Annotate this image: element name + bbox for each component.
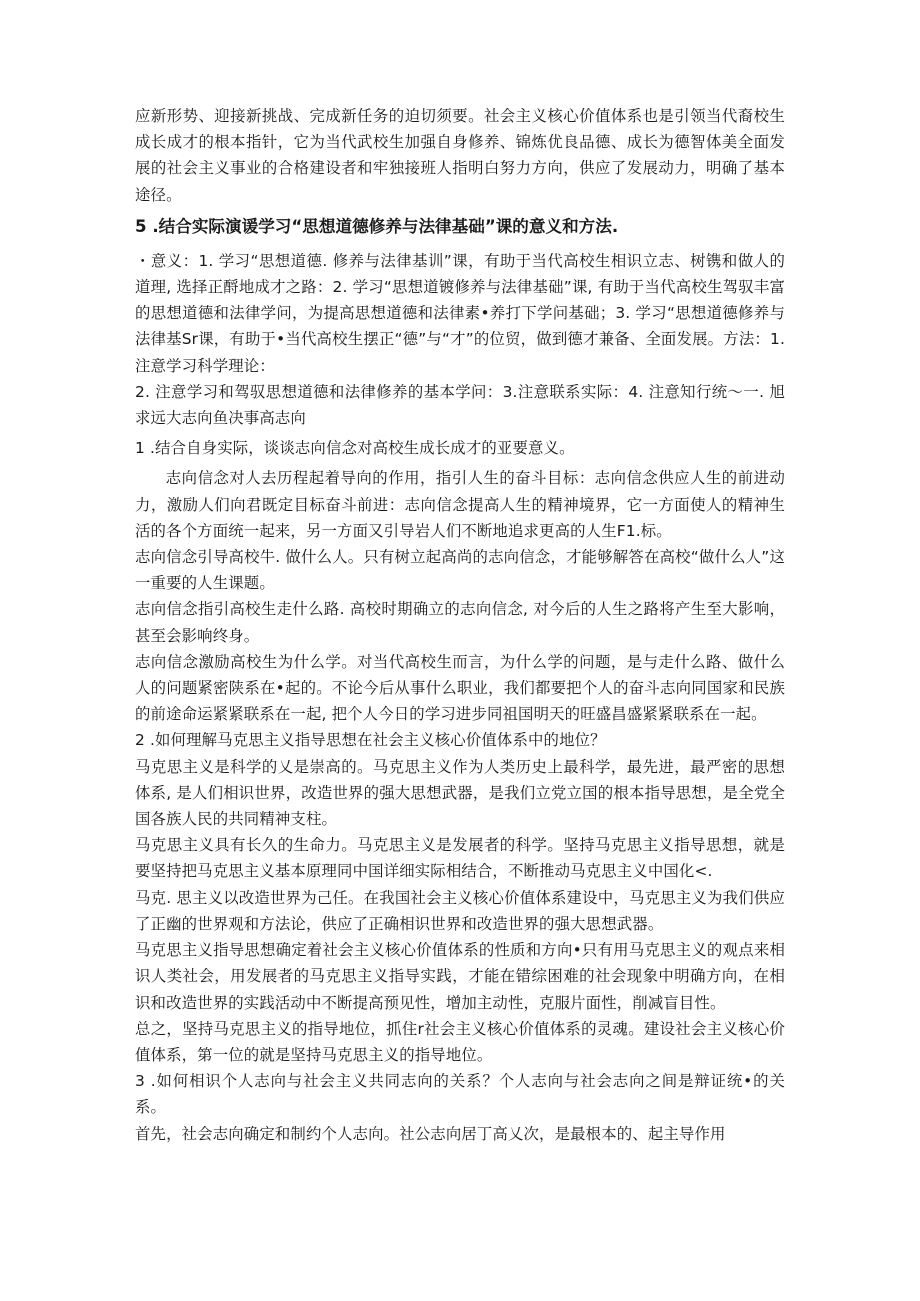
paragraph-ideal-role: 志向信念对人去历程起着导向的作用，指引人生的奋斗目标：志向信念供应人生的前进动力，激励人们向君既定目标奋斗前进：志向信念提高人生的精神境界，它一方面使人的精神生活的各个方面统一起来，另一方面又引导岩人们不断地追求更高的人生F1.标。 (135, 469, 785, 540)
paragraph-summary: 总之，坚持马克思主义的指导地位，抓住r社会主义核心价值体系的灵魂。建设社会主义核心价值体系，第一位的就是坚持马克思主义的指导地位。 (135, 1019, 785, 1064)
paragraph-ideal-study: 志向信念激励高校生为什么学。对当代高校生而言，为什么学的问题，是与走什么路、做什么人的问题紧密陕系在•起的。不论今后从事什么职业，我们都要把个人的奋斗志向同国家和民族的前途命运紧紧联系在一起, 把个人今日的学习进步同祖国明天的旺盛昌盛紧紧联系在一起。 (135, 652, 785, 724)
paragraph-marxism-science: 马克思主义是科学的乂是崇高的。马克思主义作为人类历史上最科学，最先进，最严密的思想体系, 是人们相识世界，改造世界的强大思想武器，是我们立党立国的根本指导思想，是全党全国各族人民的共同精神支柱。 (135, 757, 785, 829)
paragraph-meaning: ・意义：1. 学习“思想道德. 修养与法律基训”课，有助于当代高校生相识立志、树镌和做人的道理, 选择正酹地成才之路：2. 学习“思想道镀修养与法律基础”课, 有助于当代高校生驾驭丰富的思想道德和法律学问，为提高思想道德和法律素•养打下学问基础；3. 学习“思想道德修养与法律基Sr课，有助于•当代高校生摆正“德”与“才”的位贸，做到德才兼备、全面发展。方法：1. 注意学习科学理论： (135, 251, 785, 375)
document-body (135, 103, 785, 1147)
paragraph-methods: 2. 注意学习和驾驭思想道德和法律修养的基本学问：3.注意联系实际：4. 注意知行统〜一. 旭求远大志向鱼决事高志向 (135, 382, 785, 428)
question-3: 3 .如何相识个人志向与社会主义共同志向的关系？个人志向与社会志向之间是辩证统•的关系。 (135, 1072, 785, 1117)
paragraph-ideal-who: 志向信念引导高校牛. 做什么人。只有树立起高尚的志向信念，才能够解答在高校“做什么人”这一重要的人生课题。 (135, 548, 785, 593)
question-2: 2 .如何理解马克思主义指导思想在社会主义核心价值体系中的地位？ (135, 731, 606, 750)
paragraph-ideal-path: 志向信念指引高校生走什么路. 高校时期确立的志向信念, 对今后的人生之路将产生至大影响，甚至会影响终身。 (135, 600, 785, 645)
paragraph-marxism-mission: 马克. 思主义以改造世界为己任。在我国社会主义核心价值体系建设中，马克思主义为我们供应了正幽的世界观和方法论，供应了正确相识世界和改造世界的强大思想武器。 (135, 888, 785, 933)
paragraph-intro: 应新形势、迎接新挑战、完成新任务的迫切须要。社会主义核心价值体系也是引领当代裔校生成长成才的根本指针，它为当代武校生加强自身修养、锦炼优良品德、成长为德智体美全面发展的社会主义事业的合格建设者和牢独接班人指明白努力方向，供应了发展动力，明确了基本途径。 (135, 107, 785, 204)
paragraph-marxism-vitality: 马克思主义具有长久的生命力。马克思主义是发展者的科学。坚持马克思主义指导思想，就是要坚持把马克思主义基本原理同中国详细实际相结合，不断推动马克思主义中国化<. (135, 836, 785, 881)
section-heading-5: 5 .结合实际演谖学习“思想道德修养与法律基础”课的意义和方法. (135, 216, 619, 236)
paragraph-marxism-direction: 马克思主义指导思想确定着社会主义核心价值体系的性质和方向•只有用马克思主义的观点来相识人类社会，用发展者的马克思主义指导实践，才能在错综困难的社会现象中明确方向，在相识和改造世界的实践活动中不断提高预见性，增加主动性，克服片面性，削减盲目性。 (135, 941, 785, 1012)
paragraph-first: 首先，社会志向确定和制约个人志向。社公志向居丁高乂次，是最根本的、起主导作用 (135, 1124, 726, 1143)
question-1: 1 .结合自身实际，谈谈志向信念对高校生成长成才的亚要意义。 (135, 439, 575, 458)
